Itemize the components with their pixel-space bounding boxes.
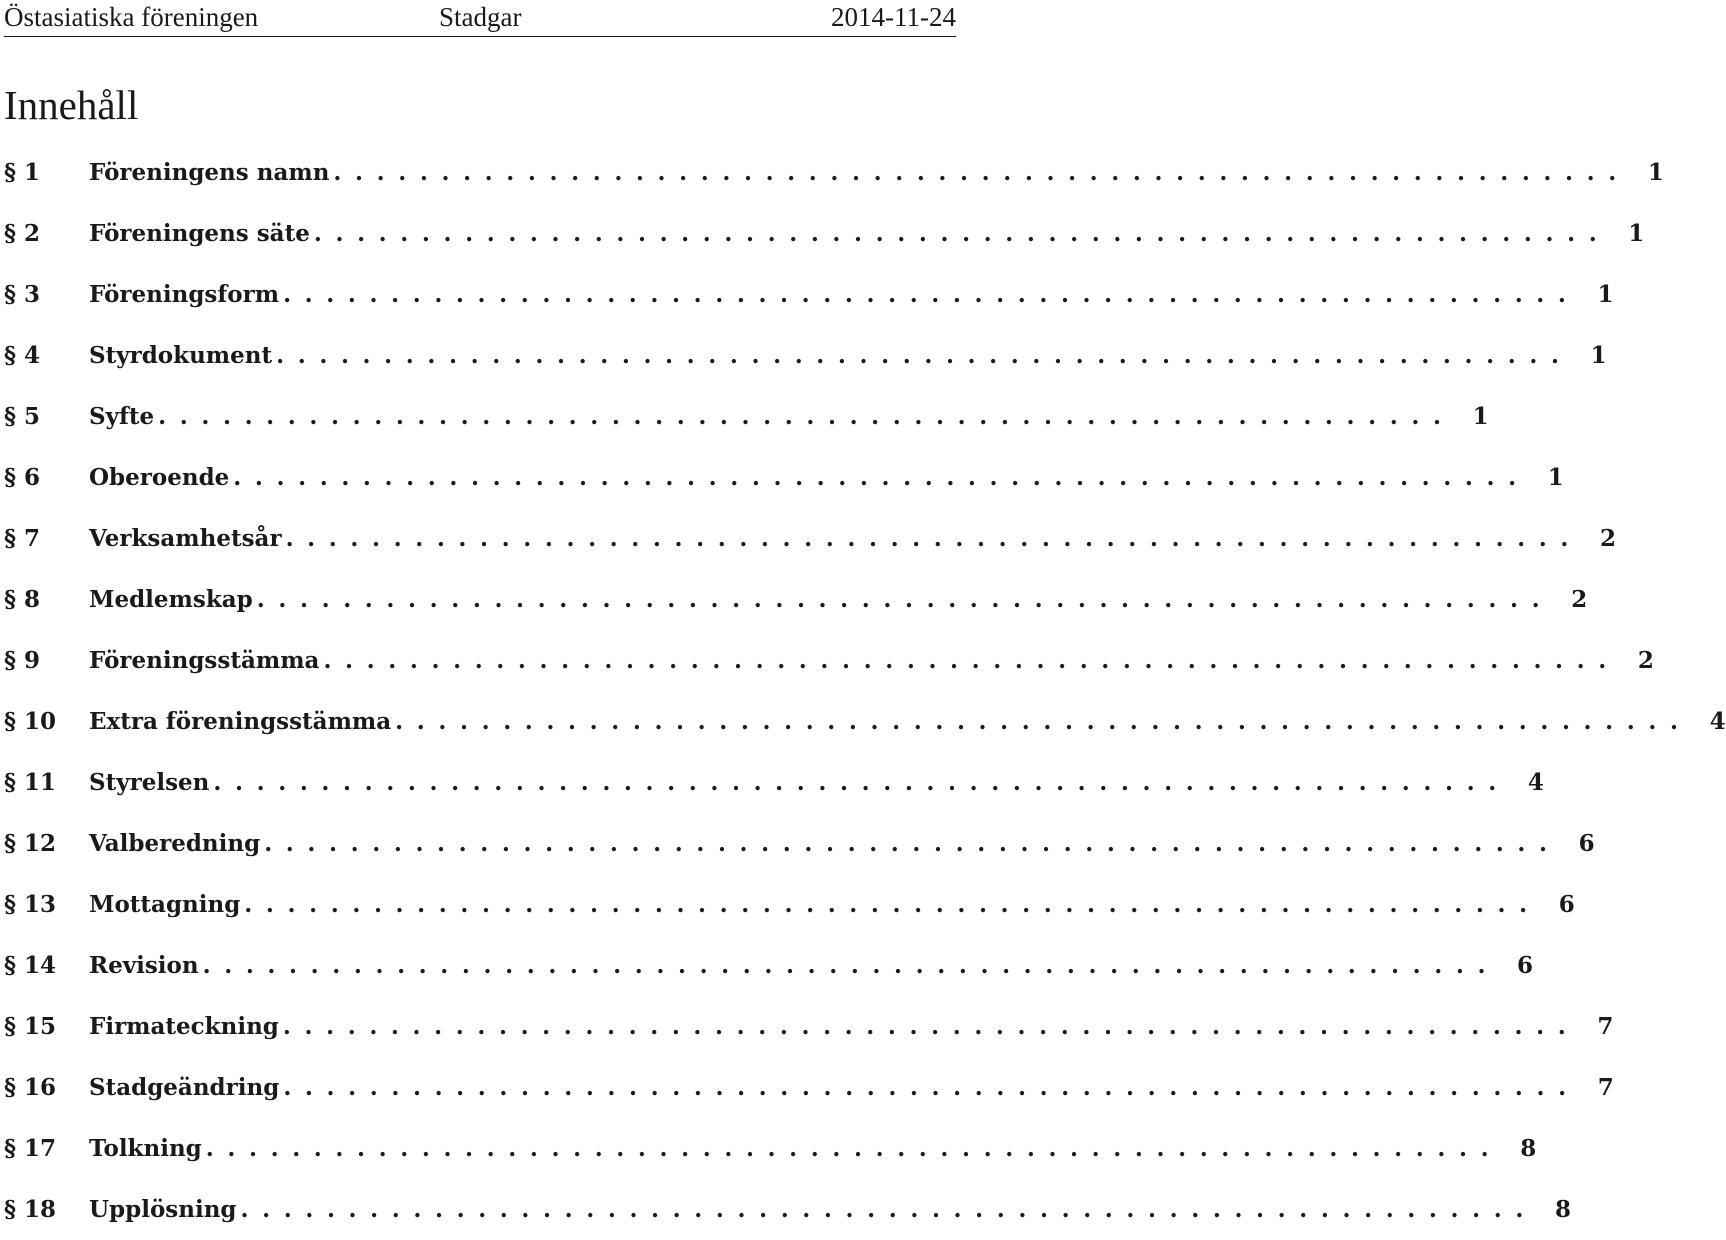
toc-entry-page: 8 <box>1554 1195 1571 1223</box>
toc-entry-title: Mottagning <box>89 890 241 918</box>
toc-entry-page: 1 <box>1590 341 1607 369</box>
toc-entry-page: 4 <box>1527 768 1544 796</box>
toc-entry[interactable] <box>4 142 1664 203</box>
toc-entry[interactable] <box>4 1118 1537 1179</box>
toc-entry[interactable] <box>4 325 1607 386</box>
toc-entry-number: § 2 <box>4 219 41 247</box>
table-of-contents <box>4 142 1726 1240</box>
toc-dot-leader: ............................................................ <box>205 1134 1503 1162</box>
toc-entry-page: 2 <box>1600 524 1617 552</box>
toc-entry[interactable] <box>4 386 1489 447</box>
toc-entry-title: Medlemskap <box>89 585 253 613</box>
toc-entry-title: Firmateckning <box>89 1012 279 1040</box>
toc-entry-title: Föreningens säte <box>89 219 310 247</box>
toc-entry-page: 2 <box>1637 646 1654 674</box>
toc-entry-number: § 12 <box>4 829 57 857</box>
toc-entry-title: Syfte <box>89 402 155 430</box>
toc-entry[interactable] <box>4 264 1614 325</box>
toc-dot-leader: ............................................................ <box>256 585 1554 613</box>
toc-entry-number: § 18 <box>4 1195 57 1223</box>
toc-dot-leader: ............................................................ <box>285 524 1583 552</box>
toc-dot-leader: ............................................................ <box>282 1012 1580 1040</box>
toc-dot-leader: ............................................................ <box>158 402 1455 430</box>
toc-entry-number: § 4 <box>4 341 41 369</box>
toc-entry-title: Revision <box>89 951 199 979</box>
toc-dot-leader: ............................................................ <box>395 707 1692 735</box>
toc-entry-page: 1 <box>1547 463 1564 491</box>
toc-entry-title: Verksamhetsår <box>89 524 282 552</box>
toc-entry-number: § 1 <box>4 158 41 186</box>
toc-entry[interactable] <box>4 447 1564 508</box>
toc-entry-page: 4 <box>1709 707 1726 735</box>
toc-dot-leader: ............................................................ <box>313 219 1611 247</box>
toc-entry-page: 8 <box>1520 1134 1537 1162</box>
toc-entry-title: Upplösning <box>89 1195 237 1223</box>
toc-entry-number: § 16 <box>4 1073 57 1101</box>
toc-entry-number: § 5 <box>4 402 41 430</box>
toc-entry-page: 6 <box>1517 951 1534 979</box>
header-document-title: Stadgar <box>439 2 522 32</box>
toc-dot-leader: ............................................................ <box>283 280 1580 308</box>
toc-dot-leader: ............................................................ <box>283 1073 1580 1101</box>
toc-entry[interactable] <box>4 813 1595 874</box>
toc-entry-number: § 17 <box>4 1134 57 1162</box>
toc-dot-leader: ............................................................ <box>323 646 1620 674</box>
toc-entry-number: § 13 <box>4 890 57 918</box>
toc-entry[interactable] <box>4 996 1614 1057</box>
toc-entry-page: 6 <box>1578 829 1595 857</box>
toc-entry-number: § 3 <box>4 280 41 308</box>
toc-dot-leader: ............................................................ <box>202 951 1500 979</box>
toc-dot-leader: ............................................................ <box>276 341 1573 369</box>
toc-entry-number: § 7 <box>4 524 41 552</box>
toc-entry-title: Oberoende <box>89 463 230 491</box>
toc-entry-number: § 15 <box>4 1012 57 1040</box>
toc-entry-page: 7 <box>1597 1073 1614 1101</box>
toc-entry-page: 1 <box>1647 158 1664 186</box>
toc-entry-title: Styrelsen <box>89 768 210 796</box>
toc-dot-leader: ............................................................ <box>264 829 1561 857</box>
toc-dot-leader: ............................................................ <box>244 890 1541 918</box>
toc-entry-title: Föreningsstämma <box>89 646 320 674</box>
toc-entry[interactable] <box>4 752 1544 813</box>
toc-entry-title: Föreningens namn <box>89 158 330 186</box>
toc-dot-leader: ............................................................ <box>233 463 1530 491</box>
toc-entry[interactable] <box>4 874 1575 935</box>
toc-entry-title: Föreningsform <box>89 280 280 308</box>
toc-entry-number: § 11 <box>4 768 57 796</box>
toc-entry[interactable] <box>4 630 1654 691</box>
toc-dot-leader: ............................................................ <box>213 768 1510 796</box>
toc-entry-page: 2 <box>1571 585 1588 613</box>
toc-entry-page: 7 <box>1597 1012 1614 1040</box>
toc-entry-number: § 10 <box>4 707 57 735</box>
toc-entry-page: 6 <box>1558 890 1575 918</box>
toc-entry-title: Styrdokument <box>89 341 273 369</box>
running-header <box>4 0 956 37</box>
header-date: 2014-11-24 <box>831 2 956 32</box>
header-organization: Östasiatiska föreningen <box>4 2 259 32</box>
toc-dot-leader: ............................................................ <box>240 1195 1537 1223</box>
toc-entry-number: § 14 <box>4 951 57 979</box>
toc-entry[interactable] <box>4 203 1645 264</box>
toc-entry-page: 1 <box>1628 219 1645 247</box>
toc-entry[interactable] <box>4 569 1588 630</box>
toc-entry-title: Tolkning <box>89 1134 202 1162</box>
toc-dot-leader: ............................................................ <box>333 158 1630 186</box>
toc-entry-number: § 6 <box>4 463 41 491</box>
toc-entry[interactable] <box>4 1057 1614 1118</box>
toc-entry[interactable] <box>4 508 1617 569</box>
toc-entry[interactable] <box>4 935 1534 996</box>
toc-entry[interactable] <box>4 691 1726 752</box>
toc-entry-title: Stadgeändring <box>89 1073 280 1101</box>
toc-entry-number: § 9 <box>4 646 41 674</box>
toc-entry[interactable] <box>4 1179 1571 1240</box>
toc-entry-page: 1 <box>1472 402 1489 430</box>
toc-heading: Innehåll <box>4 82 139 128</box>
toc-entry-number: § 8 <box>4 585 41 613</box>
toc-entry-title: Extra föreningsstämma <box>89 707 392 735</box>
toc-entry-title: Valberedning <box>89 829 261 857</box>
toc-entry-page: 1 <box>1597 280 1614 308</box>
